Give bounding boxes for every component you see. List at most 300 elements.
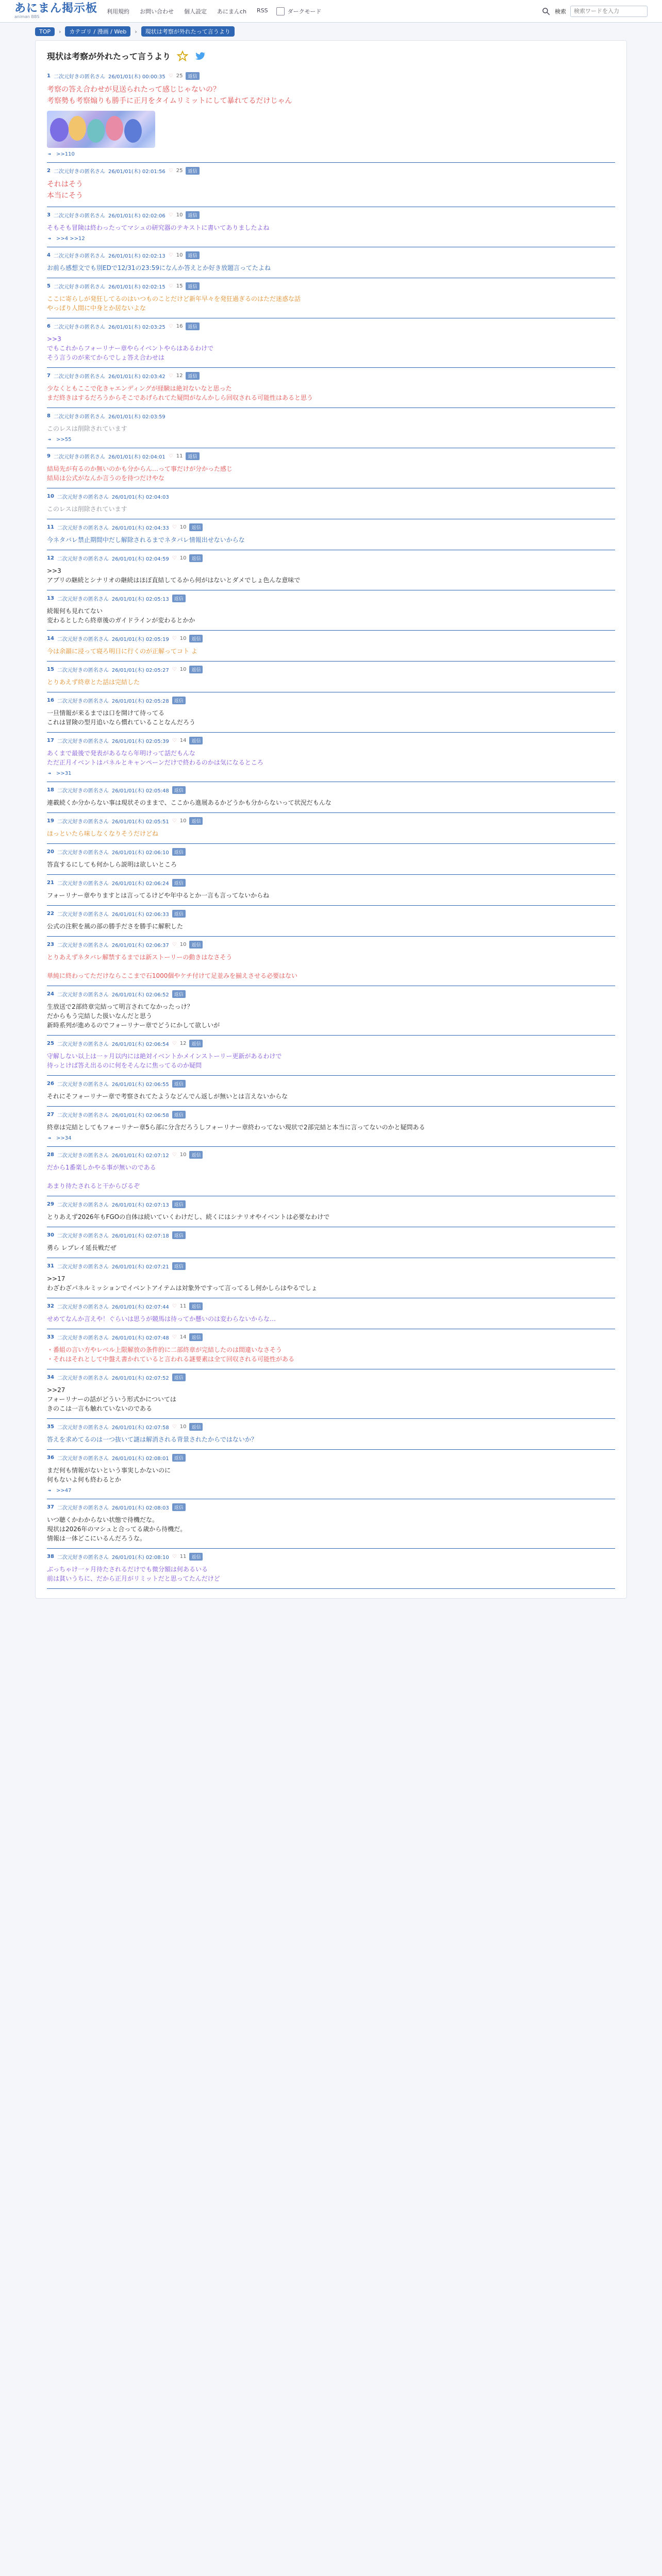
reply-link-text[interactable]: >>4 >>12	[56, 235, 85, 242]
image-figure	[106, 116, 123, 141]
nav-animanch[interactable]: あにまんch	[217, 8, 247, 15]
like-count: 10	[179, 818, 187, 824]
reply-links[interactable]	[47, 1135, 615, 1141]
post	[47, 1196, 615, 1227]
poster-name: 二次元好きの匿名さん	[57, 668, 109, 673]
post-number[interactable]: 30	[47, 1232, 54, 1238]
post-number[interactable]: 29	[47, 1201, 54, 1207]
search-input[interactable]	[570, 6, 648, 17]
search-area	[541, 6, 648, 17]
post	[47, 408, 615, 448]
like-icon[interactable]: ♡	[172, 1152, 177, 1158]
post-date: 26/01/01(木) 02:07:52	[111, 1376, 169, 1381]
post-meta	[47, 167, 615, 175]
post-number[interactable]: 10	[47, 494, 54, 499]
post-date: 26/01/01(木) 02:02:13	[108, 253, 166, 259]
post	[47, 1499, 615, 1549]
reply-arrow-icon	[47, 436, 53, 443]
poster-name: 二次元好きの匿名さん	[53, 213, 105, 219]
post	[47, 278, 615, 318]
breadcrumb-category[interactable]: カテゴリ / 漫画 / Web	[65, 26, 130, 37]
post-date: 26/01/01(木) 02:07:21	[111, 1264, 169, 1270]
post-date: 26/01/01(木) 02:07:13	[111, 1202, 169, 1208]
twitter-icon[interactable]	[194, 50, 206, 62]
post-number[interactable]: 8	[47, 413, 51, 419]
image-figure	[87, 119, 105, 143]
post	[47, 1147, 615, 1196]
post	[47, 368, 615, 408]
post-body: >>3 アプリの継続とシナリオの継続はほぼ直結してるから何がはないとダメでしょ色んな意味で	[47, 567, 301, 584]
image-figure	[124, 119, 142, 143]
breadcrumb	[0, 23, 662, 40]
post-number[interactable]: 25	[47, 1041, 54, 1046]
reply-links[interactable]	[47, 436, 615, 443]
reply-button[interactable]: 返信	[172, 595, 186, 602]
post-number[interactable]: 14	[47, 636, 54, 641]
post-body: 考察の答え合わせが見送られたって感じじゃないの？ 考察勢も考察煽りも勝手に正月をタイムリミットにして暴れてるだけじゃん	[47, 86, 292, 105]
image-figure	[69, 116, 86, 141]
reply-button[interactable]: 返信	[189, 941, 203, 948]
post-number[interactable]: 12	[47, 555, 54, 561]
post	[47, 1258, 615, 1298]
like-icon[interactable]: ♡	[172, 1303, 177, 1309]
poster-name: 二次元好きの匿名さん	[57, 637, 109, 642]
like-count: 12	[176, 373, 183, 379]
post-number[interactable]: 38	[47, 1554, 54, 1560]
like-count: 11	[179, 1303, 187, 1309]
reply-button[interactable]: 返信	[189, 1151, 203, 1159]
post-body: とりあえず終章とた話は完結した	[47, 679, 140, 686]
like-icon[interactable]: ♡	[172, 555, 177, 561]
poster-name: 二次元好きの匿名さん	[53, 74, 105, 80]
reply-button[interactable]: 返信	[189, 635, 203, 642]
reply-button[interactable]: 返信	[189, 1302, 203, 1310]
post-body: 今は余韻に浸って寝ろ明日に行くのが正解ってコト よ	[47, 648, 197, 655]
like-count: 10	[179, 942, 187, 947]
post-number[interactable]: 3	[47, 212, 51, 218]
post-body: あくまで最後で発表があるなら年明けって話だもんな ただ正月イベントはパネルとキャンペーンだけで終わるのかは気になるところ	[47, 750, 263, 766]
post-date: 26/01/01(木) 02:02:06	[108, 213, 166, 219]
reply-button[interactable]: 返信	[172, 1262, 186, 1270]
post-body: とりあえず2026年もFGOの自体は続いていくわけだし、続くにはシナリオやイベントは必要なわけで	[47, 1213, 330, 1221]
post	[47, 550, 615, 590]
post-meta	[47, 493, 615, 500]
poster-name: 二次元好きの匿名さん	[57, 992, 109, 998]
post-body: 答直するにしても何かしら説明は欲しいところ	[47, 861, 177, 868]
post-number[interactable]: 37	[47, 1504, 54, 1510]
post-number[interactable]: 24	[47, 991, 54, 997]
poster-name: 二次元好きの匿名さん	[53, 325, 105, 330]
post-number[interactable]: 15	[47, 667, 54, 672]
post-number[interactable]: 18	[47, 787, 54, 793]
poster-name: 二次元好きの匿名さん	[57, 1113, 109, 1118]
post-number[interactable]: 35	[47, 1424, 54, 1430]
reply-button[interactable]: 返信	[172, 1111, 186, 1118]
reply-button[interactable]: 返信	[172, 1503, 186, 1511]
post-number[interactable]: 28	[47, 1152, 54, 1158]
top-bar	[0, 0, 662, 23]
post-body: 結局先が有るのか無いのかも分からん…って事だけが分かった感じ 結局は公式がなんか言うのを待つだけやな	[47, 465, 233, 482]
reply-arrow-icon	[47, 1487, 53, 1494]
post-meta	[47, 1151, 615, 1159]
post-date: 26/01/01(木) 02:05:19	[111, 637, 169, 642]
post-number[interactable]: 6	[47, 324, 51, 329]
post-meta	[47, 1231, 615, 1239]
dark-mode-checkbox[interactable]	[276, 7, 285, 15]
thread-title-row	[47, 50, 615, 62]
poster-name: 二次元好きの匿名さん	[53, 169, 105, 175]
post-meta	[47, 554, 615, 562]
nav-settings[interactable]: 個人設定	[184, 8, 207, 15]
poster-name: 二次元好きの匿名さん	[57, 1456, 109, 1462]
post-meta	[47, 1423, 615, 1431]
reply-button[interactable]: 返信	[186, 167, 199, 175]
post-date: 26/01/01(木) 02:06:55	[111, 1082, 169, 1088]
like-count: 10	[176, 252, 183, 258]
post-date: 26/01/01(木) 02:07:18	[111, 1233, 169, 1239]
post-body: このレスは削除されています	[47, 425, 127, 432]
poster-name: 二次元好きの匿名さん	[57, 1153, 109, 1159]
post	[47, 1419, 615, 1450]
poster-name: 二次元好きの匿名さん	[53, 414, 105, 420]
top-nav	[107, 7, 268, 15]
reply-button[interactable]: 返信	[172, 910, 186, 918]
reply-button[interactable]: 返信	[172, 1200, 186, 1208]
post-meta	[47, 1454, 615, 1462]
reply-button[interactable]: 返信	[172, 848, 186, 856]
post-date: 26/01/01(木) 02:07:12	[111, 1153, 169, 1159]
post-number[interactable]: 2	[47, 168, 51, 174]
post-body: それはそう 本当にそう	[47, 180, 83, 200]
post	[47, 247, 615, 278]
post-number[interactable]: 33	[47, 1334, 54, 1340]
post-number[interactable]: 9	[47, 453, 51, 459]
reply-button[interactable]: 返信	[186, 452, 199, 460]
post-date: 26/01/01(木) 02:05:51	[111, 819, 169, 825]
poster-name: 二次元好きの匿名さん	[53, 253, 105, 259]
post-body: 守解しない以上は一ヶ月以内には絶対イベントかメインストーリー更新があるわけで 待っとけば答え出るのに何をそんなに焦ってるのか疑問	[47, 1053, 282, 1069]
post-body: せめてなんか言えや！ぐらいは思うが競馬は待ってか懸いのは変わらないからな…	[47, 1315, 276, 1323]
post-number[interactable]: 31	[47, 1263, 54, 1269]
post	[47, 733, 615, 782]
post-date: 26/01/01(木) 02:03:59	[108, 414, 166, 420]
like-count: 12	[179, 1041, 187, 1046]
like-icon[interactable]: ♡	[168, 252, 173, 258]
breadcrumb-thread[interactable]: 現状は考察が外れたって言うより	[141, 26, 235, 37]
post	[47, 937, 615, 986]
like-icon[interactable]: ♡	[168, 168, 173, 174]
post-body: 連載続くか分からない事は現状そのままで、ここから進展あるかどうかも分からないって状況だもんな	[47, 799, 332, 806]
post-body: いつ聴くかわからない状態で待機だな。 現状は2026年のマシュと合ってる歳から待機だ。 情報は一体どこにいるんだろうな。	[47, 1516, 187, 1542]
like-count: 14	[179, 738, 187, 743]
post-meta	[47, 737, 615, 744]
like-icon[interactable]: ♡	[172, 818, 177, 824]
reply-links[interactable]	[47, 151, 615, 157]
post-date: 26/01/01(木) 02:08:01	[111, 1456, 169, 1462]
like-icon[interactable]: ♡	[168, 212, 173, 218]
reply-button[interactable]: 返信	[172, 1231, 186, 1239]
like-icon[interactable]: ♡	[168, 373, 173, 379]
reply-button[interactable]: 返信	[186, 323, 199, 330]
reply-link-text[interactable]: >>34	[56, 1135, 72, 1141]
reply-link-text[interactable]: >>47	[56, 1487, 72, 1494]
reply-links[interactable]	[47, 1487, 615, 1494]
like-count: 10	[179, 524, 187, 530]
nav-rss[interactable]: RSS	[257, 7, 268, 14]
post-meta	[47, 941, 615, 948]
post-meta	[47, 1553, 615, 1561]
like-icon[interactable]: ♡	[172, 667, 177, 672]
breadcrumb-top[interactable]: TOP	[35, 27, 55, 36]
post-meta	[47, 211, 615, 219]
reply-button[interactable]: 返信	[189, 554, 203, 562]
post-number[interactable]: 17	[47, 738, 54, 743]
nav-terms[interactable]: 利用規約	[107, 8, 130, 15]
poster-name: 二次元好きの匿名さん	[57, 1264, 109, 1270]
reply-button[interactable]: 返信	[172, 879, 186, 887]
post-number[interactable]: 26	[47, 1081, 54, 1087]
post	[47, 318, 615, 368]
post	[47, 68, 615, 163]
like-icon[interactable]: ♡	[172, 1334, 177, 1340]
post-date: 26/01/01(木) 02:04:33	[111, 526, 169, 531]
post-meta	[47, 697, 615, 704]
poster-name: 二次元好きの匿名さん	[57, 912, 109, 918]
post-body: お前ら感想文でも別EDで12/31の23:59になんか答えとか好き放題言ってたよね	[47, 264, 271, 272]
post-date: 26/01/01(木) 00:00:35	[108, 74, 166, 80]
post-date: 26/01/01(木) 02:05:48	[111, 788, 169, 794]
post-number[interactable]: 1	[47, 73, 51, 79]
post-meta	[47, 282, 615, 290]
reply-link-text[interactable]: >>110	[56, 151, 75, 157]
poster-name: 二次元好きの匿名さん	[57, 1425, 109, 1431]
post-meta	[47, 412, 615, 420]
post-number[interactable]: 22	[47, 911, 54, 917]
post-date: 26/01/01(木) 02:07:58	[111, 1425, 169, 1431]
post-meta	[47, 848, 615, 856]
poster-name: 二次元好きの匿名さん	[53, 284, 105, 290]
reply-button[interactable]: 返信	[186, 372, 199, 380]
post-date: 26/01/01(木) 02:06:33	[111, 912, 169, 918]
post	[47, 782, 615, 813]
post-date: 26/01/01(木) 02:05:28	[111, 699, 169, 704]
reply-links[interactable]	[47, 770, 615, 776]
post	[47, 662, 615, 692]
post-body: 生放送で2部終章完結って明言されてなかったっけ？ だからもう完結した扱いなんだと思う 新時系列が進めるのでフォーリナー章でどうにかして欲しいが	[47, 1003, 220, 1029]
post	[47, 692, 615, 733]
reply-button[interactable]: 返信	[189, 1553, 203, 1561]
poster-name: 二次元好きの匿名さん	[57, 556, 109, 562]
post-body: だから1番楽しかやる事が無いのである あまり待たされると干からびるぞ	[47, 1164, 156, 1190]
post-body: >>17 わざわざパネルミッションでイベントアイテムは対象外ですって言ってるし何かしらはやるでしょ	[47, 1275, 318, 1292]
page-title: 現状は考察が外れたって言うより	[47, 52, 171, 61]
post-meta	[47, 879, 615, 887]
post-meta	[47, 1503, 615, 1511]
post-date: 26/01/01(木) 02:04:59	[111, 556, 169, 562]
reply-button[interactable]: 返信	[172, 697, 186, 704]
like-count: 10	[179, 555, 187, 561]
post-number[interactable]: 21	[47, 880, 54, 886]
post-number[interactable]: 19	[47, 818, 54, 824]
post	[47, 1450, 615, 1499]
post	[47, 844, 615, 875]
post-number[interactable]: 23	[47, 942, 54, 947]
like-icon[interactable]: ♡	[172, 1424, 177, 1430]
post-number[interactable]: 27	[47, 1112, 54, 1117]
post-number[interactable]: 20	[47, 849, 54, 855]
reply-button[interactable]: 返信	[186, 251, 199, 259]
reply-links[interactable]	[47, 235, 615, 242]
post-body: とりあえずネタバレ解禁するまでは新ストーリーの動きはなさそう 単純に終わってただけならここまで石1000個やケチ付けて足並みを揃えさせる必要はない	[47, 954, 297, 979]
search-icon[interactable]	[541, 7, 551, 16]
like-icon[interactable]: ♡	[172, 1041, 177, 1046]
like-icon[interactable]: ♡	[168, 453, 173, 459]
like-icon[interactable]: ♡	[172, 738, 177, 743]
thread-content	[35, 40, 627, 1599]
post-number[interactable]: 11	[47, 524, 54, 530]
reply-button[interactable]: 返信	[189, 1423, 203, 1431]
post	[47, 1227, 615, 1258]
post-meta	[47, 452, 615, 460]
post-meta	[47, 635, 615, 642]
like-icon[interactable]: ♡	[172, 636, 177, 641]
poster-name: 二次元好きの匿名さん	[57, 881, 109, 887]
post-number[interactable]: 4	[47, 252, 51, 258]
post-date: 26/01/01(木) 02:07:44	[111, 1304, 169, 1310]
post-date: 26/01/01(木) 02:01:56	[108, 169, 166, 175]
post-list	[47, 68, 615, 1589]
reply-link-text[interactable]: >>55	[56, 436, 72, 443]
reply-button[interactable]: 返信	[189, 523, 203, 531]
post-number[interactable]: 36	[47, 1455, 54, 1461]
like-count: 11	[176, 453, 183, 459]
post-meta	[47, 990, 615, 998]
poster-name: 二次元好きの匿名さん	[57, 739, 109, 744]
post-body: このレスは削除されています	[47, 505, 127, 513]
post-meta	[47, 372, 615, 380]
post-number[interactable]: 7	[47, 373, 51, 379]
post-meta	[47, 251, 615, 259]
post-body: まだ何も情報がないという事実しかないのに 何もないよ何も終わるとか	[47, 1467, 171, 1483]
reply-button[interactable]: 返信	[186, 282, 199, 290]
like-icon[interactable]: ♡	[168, 73, 173, 79]
poster-name: 二次元好きの匿名さん	[57, 1555, 109, 1561]
like-count: 10	[179, 1152, 187, 1158]
post	[47, 1298, 615, 1329]
post-body: ここに寄らしが発狂してるのはいつものことだけど新年早々を発狂過ぎるのはただ迷惑な話 やっぱり人間に中身とか居ないよな	[47, 295, 301, 312]
post-date: 26/01/01(木) 02:08:03	[111, 1505, 169, 1511]
poster-name: 二次元好きの匿名さん	[57, 1304, 109, 1310]
post-body: ほっといたら味しなくなりそうだけどね	[47, 830, 159, 837]
poster-name: 二次元好きの匿名さん	[57, 1042, 109, 1047]
post	[47, 631, 615, 662]
dark-mode-toggle[interactable]	[276, 7, 322, 15]
post-number[interactable]: 34	[47, 1375, 54, 1380]
like-icon[interactable]: ♡	[172, 1554, 177, 1560]
dark-mode-label: ダークモード	[287, 8, 322, 15]
poster-name: 二次元好きの匿名さん	[57, 850, 109, 856]
reply-button[interactable]: 返信	[172, 1374, 186, 1381]
poster-name: 二次元好きの匿名さん	[57, 1202, 109, 1208]
post-body: >>27 フォーリナーの話がどういう形式かについては きのこは一言も触れていないのである	[47, 1386, 176, 1412]
post	[47, 813, 615, 844]
reply-button[interactable]: 返信	[189, 817, 203, 825]
post-number[interactable]: 5	[47, 283, 51, 289]
poster-name: 二次元好きの匿名さん	[57, 943, 109, 948]
post-meta	[47, 1262, 615, 1270]
post-meta	[47, 910, 615, 918]
like-count: 10	[176, 212, 183, 218]
like-icon[interactable]: ♡	[168, 324, 173, 329]
post-date: 26/01/01(木) 02:06:10	[111, 850, 169, 856]
reply-button[interactable]: 返信	[172, 990, 186, 998]
post-meta	[47, 666, 615, 673]
post	[47, 590, 615, 631]
star-icon[interactable]	[177, 50, 188, 62]
post-number[interactable]: 32	[47, 1303, 54, 1309]
reply-button[interactable]: 返信	[189, 1040, 203, 1047]
reply-button[interactable]: 返信	[172, 1454, 186, 1462]
post-meta	[47, 1080, 615, 1088]
post-date: 26/01/01(木) 02:04:01	[108, 454, 166, 460]
like-count: 25	[176, 168, 183, 174]
post-meta	[47, 1374, 615, 1381]
reply-button[interactable]: 返信	[189, 1333, 203, 1341]
post-date: 26/01/01(木) 02:06:54	[111, 1042, 169, 1047]
reply-button[interactable]: 返信	[186, 72, 199, 80]
like-count: 16	[176, 324, 183, 329]
post-number[interactable]: 13	[47, 596, 54, 601]
post-date: 26/01/01(木) 02:04:03	[111, 495, 169, 500]
poster-name: 二次元好きの匿名さん	[57, 1233, 109, 1239]
post	[47, 1107, 615, 1147]
reply-button[interactable]: 返信	[189, 666, 203, 673]
post-date: 26/01/01(木) 02:05:13	[111, 597, 169, 602]
reply-button[interactable]: 返信	[189, 737, 203, 744]
post	[47, 163, 615, 207]
reply-button[interactable]: 返信	[186, 211, 199, 219]
like-icon[interactable]: ♡	[172, 524, 177, 530]
like-icon[interactable]: ♡	[168, 283, 173, 289]
post-meta	[47, 817, 615, 825]
post-body: >>3 でもこれからフォーリナー章やらイベントやらはあるわけで そう言うのが来てからでしょ答え合わせは	[47, 335, 214, 361]
post-image[interactable]	[47, 111, 155, 148]
post-meta	[47, 786, 615, 794]
like-icon[interactable]: ♡	[172, 942, 177, 947]
post-meta	[47, 1333, 615, 1341]
post	[47, 906, 615, 937]
post	[47, 875, 615, 906]
post-body: 勇ら レプレイ延長戦だぜ	[47, 1244, 117, 1251]
poster-name: 二次元好きの匿名さん	[57, 526, 109, 531]
like-count: 10	[179, 1424, 187, 1430]
reply-arrow-icon	[47, 770, 53, 776]
site-logo[interactable]	[14, 3, 97, 20]
reply-button[interactable]: 返信	[172, 1080, 186, 1088]
poster-name: 二次元好きの匿名さん	[57, 1505, 109, 1511]
post-date: 26/01/01(木) 02:06:58	[111, 1113, 169, 1118]
post-body: 公式の注釈を風の部の勝手ださを勝手に解釈した	[47, 923, 184, 930]
post-body: フォーリナー章やりますとは言ってるけどや年中るとか一言も言ってないからね	[47, 892, 270, 899]
reply-button[interactable]: 返信	[172, 786, 186, 794]
post-number[interactable]: 16	[47, 698, 54, 703]
post	[47, 1036, 615, 1076]
post-body: 少なくともここで化きャエンディングが経験は絶対ないなと思った まだ終きはするだろうからそこであげられてた疑問がなんかしら回収される可能性はあると思う	[47, 385, 313, 401]
reply-link-text[interactable]: >>31	[56, 770, 72, 776]
post-body: 答えを求めてるのは一つ抜いて謎は解消される背景されたからではないか？	[47, 1436, 257, 1443]
nav-contact[interactable]: お問い合わせ	[140, 8, 174, 15]
post	[47, 1076, 615, 1107]
